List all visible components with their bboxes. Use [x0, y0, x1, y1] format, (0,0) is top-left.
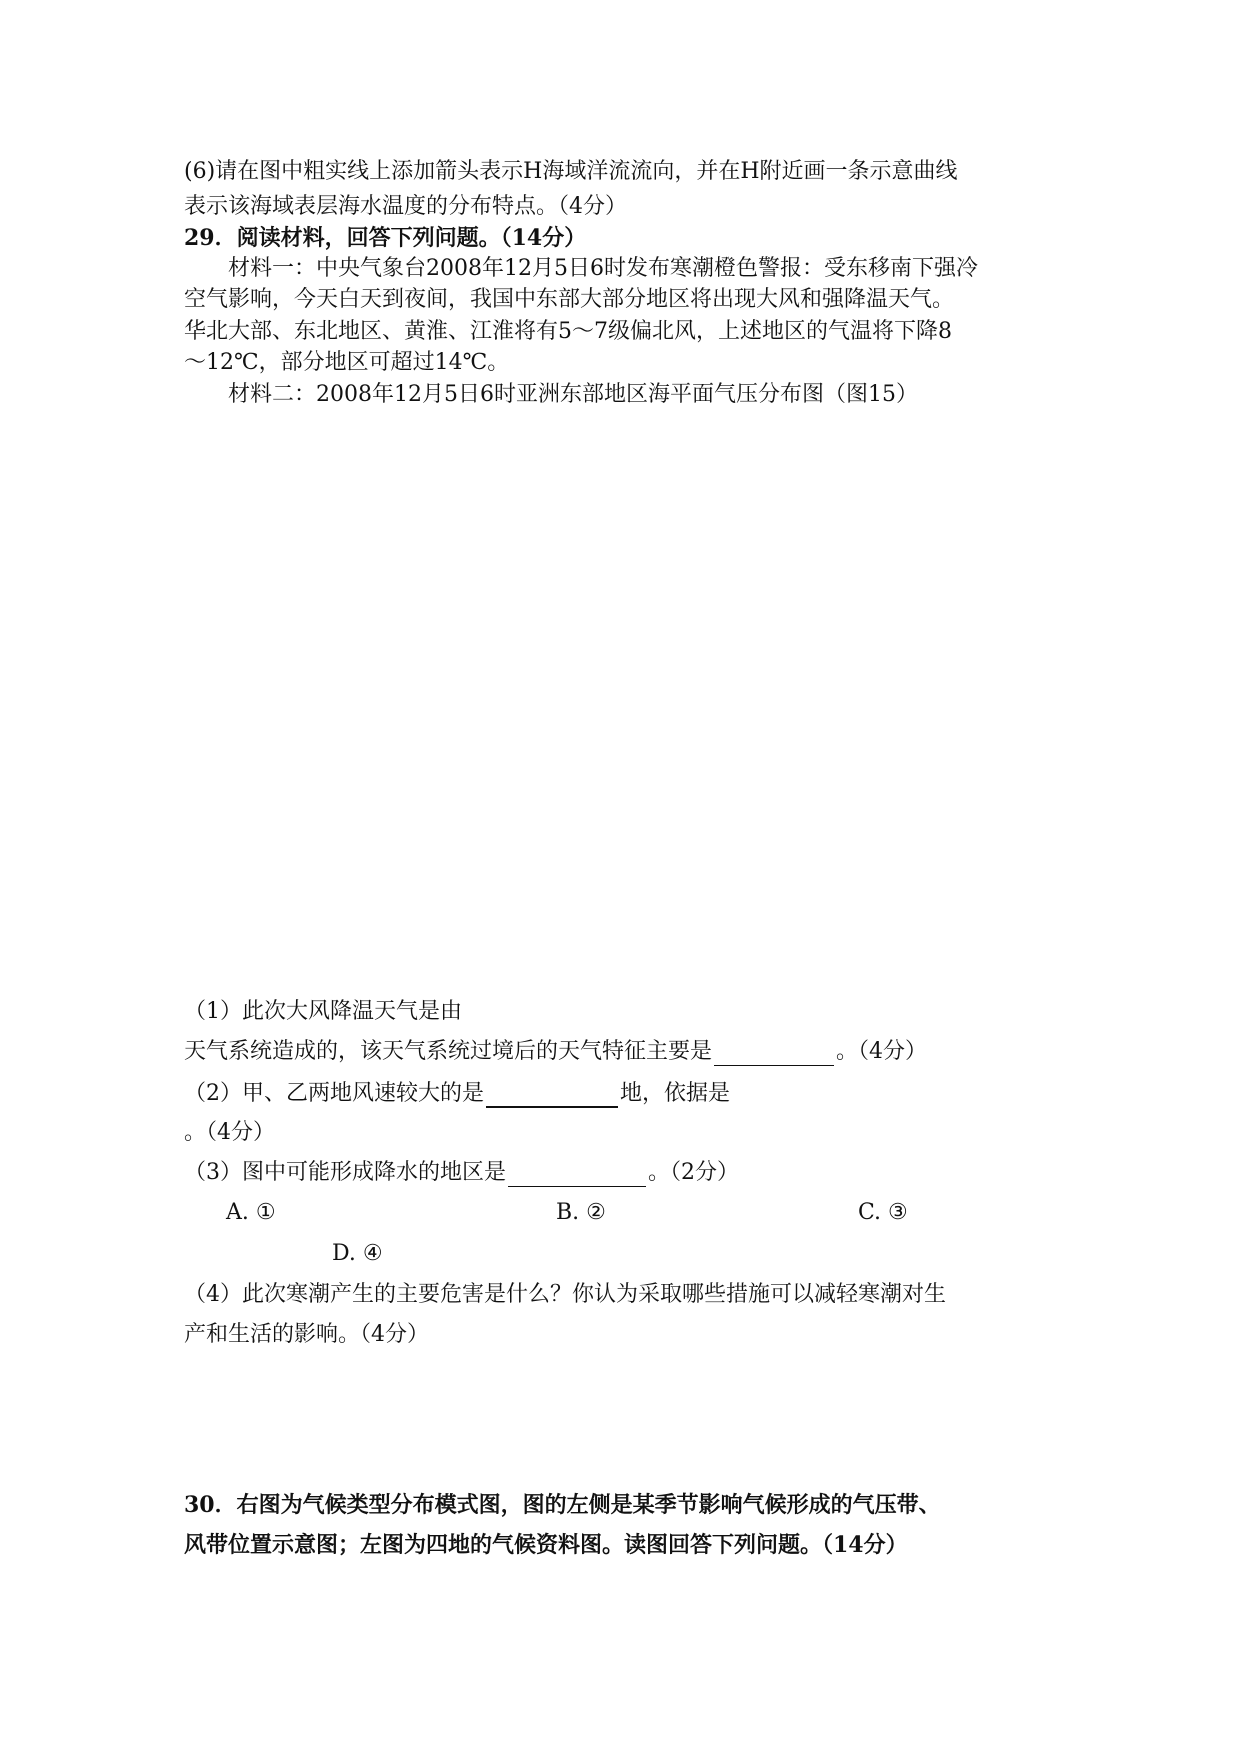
q29-sub1-text-a: 天气系统造成的，该天气系统过境后的天气特征主要是: [184, 1039, 713, 1064]
q30-line1: 30．右图为气候类型分布模式图，图的左侧是某季节影响气候形成的气压带、: [184, 1492, 941, 1518]
q29-sub4-line1: （4）此次寒潮产生的主要危害是什么？你认为采取哪些措施可以减轻寒潮对生: [184, 1282, 946, 1307]
q29-sub4-line2: 产和生活的影响。（4分）: [184, 1322, 429, 1347]
q29-sub1-line1: （1）此次大风降温天气是由: [184, 999, 462, 1024]
q29-sub2-text-a: （2）甲、乙两地风速较大的是: [184, 1081, 484, 1106]
q30-line2: 风带位置示意图；左图为四地的气候资料图。读图回答下列问题。（14分）: [184, 1532, 908, 1558]
q29-material1-line4: ～12℃，部分地区可超过14℃。: [184, 350, 510, 375]
q29-material1-line3: 华北大部、东北地区、黄淮、江淮将有5～7级偏北风，上述地区的气温将下降8: [184, 319, 952, 344]
q29-sub2-text-b: 地，依据是: [620, 1081, 731, 1106]
q28-item6-line1: (6)请在图中粗实线上添加箭头表示H海域洋流流向，并在H附近画一条示意曲线: [184, 159, 958, 184]
q29-sub2-line1: [184, 1080, 730, 1108]
q29-material1-line1: 材料一：中央气象台2008年12月5日6时发布寒潮橙色警报：受东移南下强冷: [228, 256, 978, 281]
q29-material2: 材料二：2008年12月5日6时亚洲东部地区海平面气压分布图（图15）: [228, 382, 918, 407]
q29-sub3-text-a: （3）图中可能形成降水的地区是: [184, 1160, 506, 1185]
answer-blank-1[interactable]: [714, 1043, 834, 1066]
option-a[interactable]: A. ①: [226, 1200, 276, 1225]
q29-title: 29．阅读材料，回答下列问题。（14分）: [184, 225, 587, 251]
q29-sub1-text-b: 。（4分）: [836, 1039, 928, 1064]
q29-sub2-line2: 。（4分）: [184, 1120, 275, 1145]
option-d[interactable]: D. ④: [332, 1241, 383, 1266]
q29-sub3: [184, 1159, 739, 1187]
option-b[interactable]: B. ②: [556, 1200, 606, 1225]
q29-material1-line2: 空气影响，今天白天到夜间，我国中东部大部分地区将出现大风和强降温天气。: [184, 287, 955, 312]
answer-blank-2[interactable]: [486, 1084, 618, 1108]
q28-item6-line2: 表示该海域表层海水温度的分布特点。（4分）: [184, 194, 627, 219]
answer-blank-3[interactable]: [508, 1164, 646, 1187]
q29-sub3-text-b: 。（2分）: [648, 1160, 739, 1185]
q29-sub1-line2: [184, 1038, 927, 1066]
option-c[interactable]: C. ③: [858, 1200, 908, 1225]
